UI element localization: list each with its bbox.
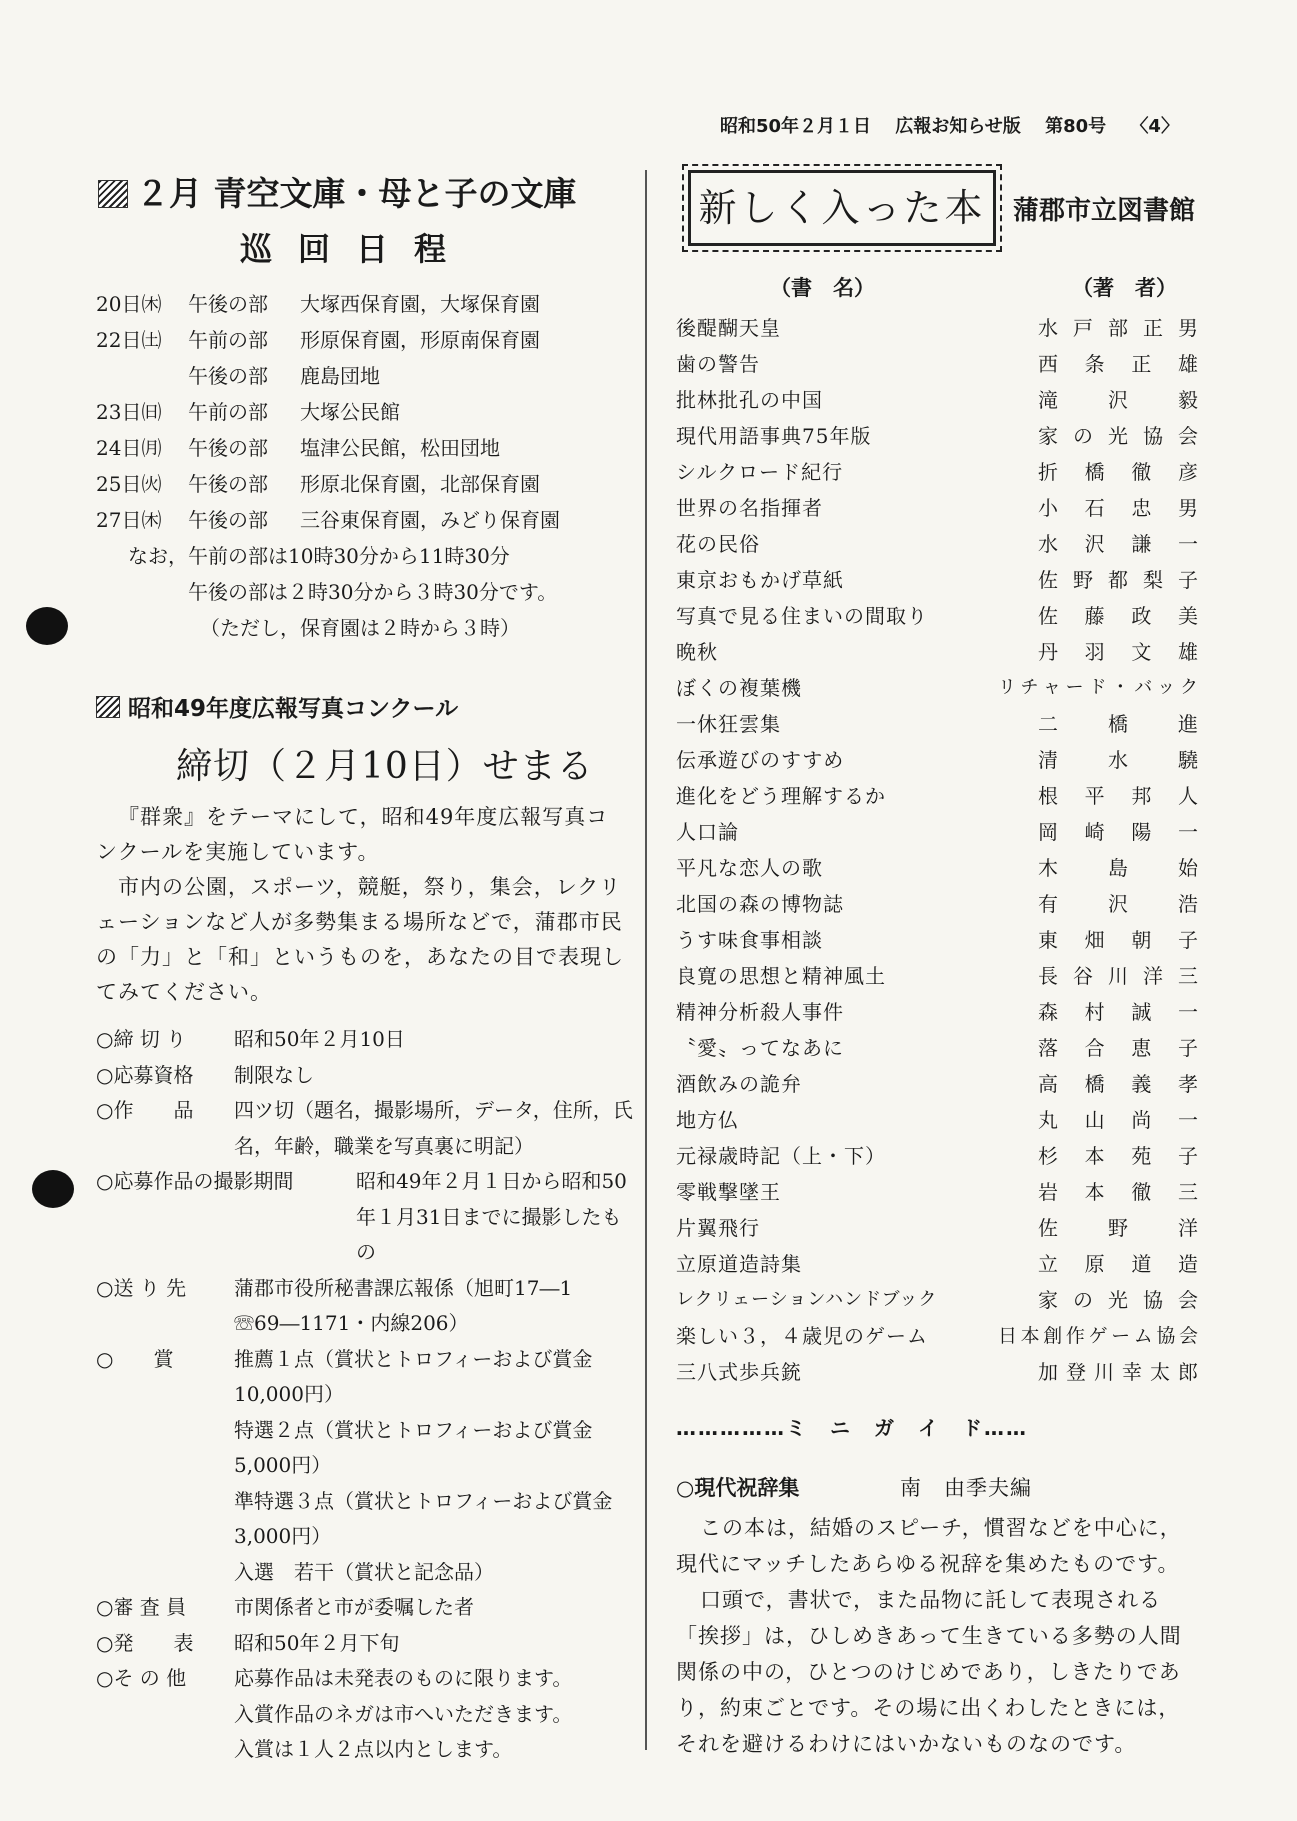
contest-item: ○応募作品の撮影期間 昭和49年２月１日から昭和50年１月31日までに撮影したもの: [96, 1169, 627, 1264]
book-row: 一休狂雲集 二橋進: [676, 712, 1198, 736]
book-row: 世界の名指揮者 小石忠男: [676, 496, 1198, 520]
contest-item: ○審 査 員 市関係者と市が委嘱した者: [96, 1595, 474, 1619]
book-row: 写真で見る住まいの間取り 佐藤政美: [676, 604, 1198, 628]
contest-item: ○発 表 昭和50年２月下旬: [96, 1630, 400, 1655]
schedule-row: 24日㈪ 午後の部 塩津公民館，松田団地: [96, 436, 500, 460]
book-row: 伝承遊びのすすめ 清水驍: [676, 748, 1198, 772]
book-row: 良寛の思想と精神風土 長谷川洋三: [676, 964, 1198, 988]
book-row: ぼくの複葉機 リチャード・バック: [676, 676, 1198, 700]
header-page: 〈4〉: [1130, 116, 1179, 137]
book-row: 立原道造詩集 立原道造: [676, 1252, 1198, 1276]
mini-guide-paragraph: この本は，結婚のスピーチ，慣習などを中心に，現代にマッチしたあらゆる祝辞を集めたものです。: [676, 1516, 1182, 1576]
contest-item: ○締 切 り 昭和50年２月10日: [96, 1027, 405, 1051]
book-row: 後醍醐天皇 水戸部正男: [676, 316, 1198, 340]
book-row: 進化をどう理解するか 根平邦人: [676, 784, 1198, 808]
contest-item: ○作 品 四ツ切（題名，撮影場所，データ，住所，氏名，年齢，職業を写真裏に明記）: [96, 1098, 633, 1158]
book-row: 平凡な恋人の歌 木島始: [676, 856, 1198, 880]
schedule-row: 27日㈭ 午後の部 三谷東保育園，みどり保育園: [96, 508, 560, 532]
contest-title: 昭和49年度広報写真コンクール: [96, 690, 458, 723]
contest-deadline: 締切（２月10日）せまる: [176, 746, 594, 787]
schedule-row: 23日㈰ 午前の部 大塚公民館: [96, 400, 400, 424]
book-row: 地方仏 丸山尚一: [676, 1108, 1198, 1132]
mini-guide-heading: ……………ミ ニ ガ イ ド……: [676, 1416, 1028, 1440]
schedule-row: 20日㈭ 午後の部 大塚西保育園，大塚保育園: [96, 292, 540, 316]
punch-hole-upper: [26, 607, 68, 645]
book-row: 三八式歩兵銃 加登川幸太郎: [676, 1360, 1198, 1384]
bookmobile-title: ２月 青空文庫・母と子の文庫: [98, 168, 577, 215]
book-row: 酒飲みの詭弁 高橋義孝: [676, 1072, 1198, 1096]
book-row: 〝愛〟ってなあに 落合恵子: [676, 1036, 1198, 1060]
library-name: 蒲郡市立図書館: [1013, 196, 1196, 226]
contest-description: [96, 800, 626, 1010]
header-issue: 第80号: [1045, 116, 1107, 137]
new-books-title: 新しく入った本: [688, 170, 996, 246]
punch-hole-lower: [32, 1170, 74, 1208]
book-row: 精神分析殺人事件 森村誠一: [676, 1000, 1198, 1024]
mini-guide-book-title: ○現代祝辞集: [676, 1476, 800, 1500]
schedule-row: 午後の部 鹿島団地: [188, 364, 380, 388]
contest-item: ○送 り 先 蒲郡市役所秘書課広報係（旭町17―1 ☏69―1171・内線206）: [96, 1275, 573, 1335]
book-row: 花の民俗 水沢謙一: [676, 532, 1198, 556]
mini-guide-book-author: 南 由季夫編: [900, 1476, 1032, 1500]
page-header: [720, 112, 1197, 138]
schedule-row: 25日㈫ 午後の部 形原北保育園，北部保育園: [96, 472, 540, 496]
mini-guide-paragraph: 口頭で，書状で，また品物に託して表現される「挨拶」は，ひしめきあって生きている多勢の人間関係の中の，ひとつのけじめであり，しきたりであり，約束ごとです。その場に出くわしたときには，それを避けるわけにはいかないものなのです。: [676, 1588, 1182, 1756]
book-row: 北国の森の博物誌 有沢浩: [676, 892, 1198, 916]
mini-guide-body: [676, 1510, 1200, 1762]
book-row: レクリェーションハンドブック 家の光協会: [676, 1288, 1198, 1312]
book-row: 元禄歳時記（上・下） 杉本苑子: [676, 1144, 1198, 1168]
book-row: シルクロード紀行 折橋徹彦: [676, 460, 1198, 484]
schedule-row: 22日㈯ 午前の部 形原保育園，形原南保育園: [96, 328, 540, 352]
contest-item: ○ 賞 推薦１点（賞状とトロフィーおよび賞金 10,000円） 特選２点（賞状とトロフィーおよび賞金 5,000円） 準特選３点（賞状とトロフィーおよび賞金 3,000円） 入選 若干（賞状と記念品）: [96, 1346, 613, 1584]
book-row: 批林批孔の中国 滝沢毅: [676, 388, 1198, 412]
schedule-note: 午後の部は２時30分から３時30分です。: [188, 580, 558, 604]
book-row: 歯の警告 西条正雄: [676, 352, 1198, 376]
contest-item: ○そ の 他 応募作品は未発表のものに限ります。 入賞作品のネガは市へいただきます。 入賞は１人２点以内とします。: [96, 1666, 573, 1761]
contest-details: [96, 1022, 636, 1768]
contest-paragraph: 市内の公園，スポーツ，競艇，祭り，集会，レクリェーションなど人が多勢集まる場所などで，蒲郡市民の「力」と「和」というものを，あなたの目で表現してみてください。: [96, 875, 624, 1004]
contest-item: ○応募資格 制限なし: [96, 1062, 314, 1087]
book-row: 片翼飛行 佐野洋: [676, 1216, 1198, 1240]
bookmobile-subtitle: 巡回日程: [240, 230, 473, 268]
book-row: 人口論 岡崎陽一: [676, 820, 1198, 844]
hatch-square-icon: [96, 696, 120, 718]
book-list: [676, 310, 1198, 1390]
header-date: 昭和50年２月１日: [720, 116, 872, 137]
book-row: 零戦撃墜王 岩本徹三: [676, 1180, 1198, 1204]
book-row: 楽しい３，４歳児のゲーム 日本創作ゲーム協会: [676, 1324, 1198, 1348]
book-row: うす味食事相談 東畑朝子: [676, 928, 1198, 952]
book-row: 東京おもかげ草紙 佐野都梨子: [676, 568, 1198, 592]
schedule-note: なお， 午前の部は10時30分から11時30分: [128, 544, 510, 568]
hatch-square-icon: [98, 180, 128, 208]
column-header-author: （著 者）: [1072, 276, 1177, 300]
book-row: 現代用語事典75年版 家の光協会: [676, 424, 1198, 448]
column-divider: [645, 170, 647, 1750]
schedule-note: （ただし，保育園は２時から３時）: [200, 616, 520, 640]
contest-paragraph: 『群衆』をテーマにして，昭和49年度広報写真コンクールを実施しています。: [96, 805, 609, 864]
header-publication: 広報お知らせ版: [895, 116, 1021, 137]
bookmobile-schedule: [96, 286, 616, 646]
book-row: 晩秋 丹羽文雄: [676, 640, 1198, 664]
column-header-title: （書 名）: [770, 276, 875, 300]
